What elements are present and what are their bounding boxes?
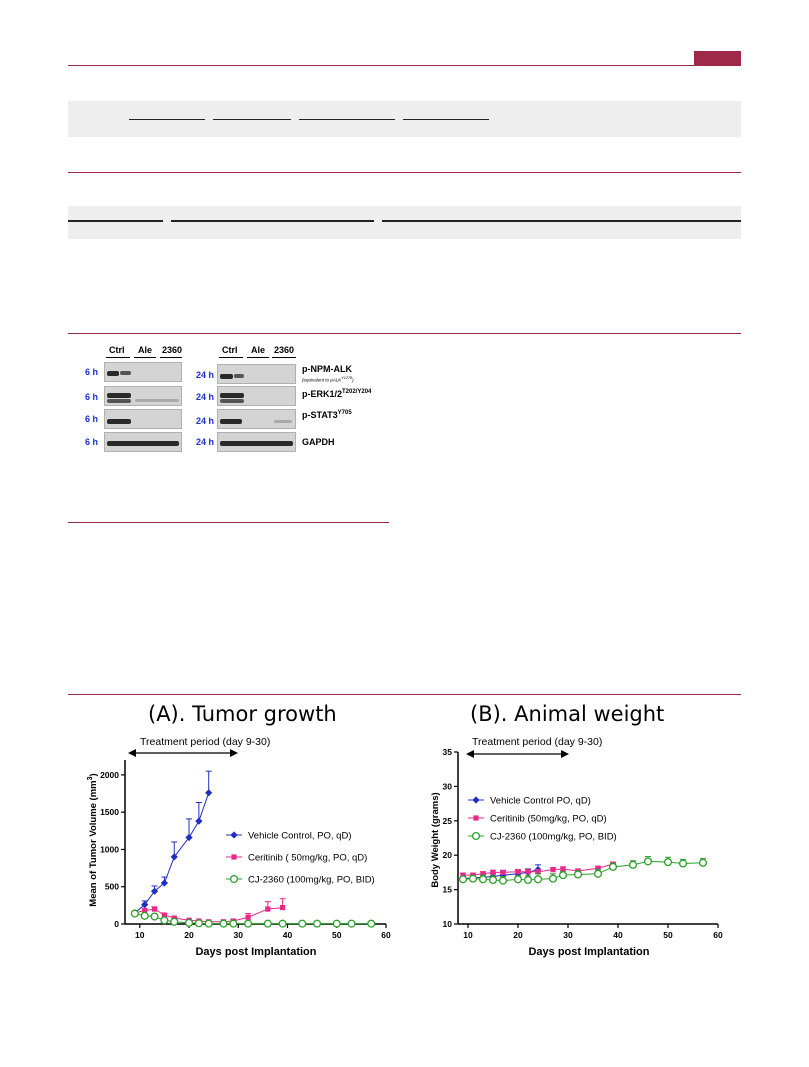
x-tick-label: 40: [613, 930, 623, 940]
section-rule: [68, 694, 741, 695]
table-1-group-line: [299, 119, 395, 120]
data-point: [246, 915, 251, 920]
data-point: [186, 919, 193, 926]
lane-underline: [160, 357, 182, 358]
blot-pnpmalk-6h: [104, 362, 182, 382]
y-tick-label: 15: [442, 884, 452, 895]
blot-perk-24h: [217, 386, 296, 406]
lane-label-2360: 2360: [162, 345, 183, 355]
annotation-text: Treatment period (day 9-30): [472, 736, 603, 748]
data-point: [205, 920, 212, 927]
legend-label: Vehicle Control PO, qD): [490, 795, 591, 807]
protein-label-gapdh: GAPDH: [302, 437, 335, 447]
table-2-rule: [382, 220, 741, 222]
x-tick-label: 50: [332, 930, 342, 940]
data-point: [265, 906, 270, 911]
data-point: [205, 789, 212, 796]
protein-label-pnpmalk: p-NPM-ALK: [302, 364, 352, 374]
data-point: [630, 861, 637, 868]
chart-b-ylabel: Body Weight (grams): [430, 792, 441, 888]
protein-label-perk: $p-ERK1/2^{T202/Y204}$: [302, 389, 372, 399]
data-point: [700, 859, 707, 866]
figure-caption-rule: [68, 522, 389, 523]
x-tick-label: 20: [184, 930, 194, 940]
chart-b-plot: [459, 857, 706, 884]
blot-gapdh-6h: [104, 432, 182, 452]
data-point: [195, 920, 202, 927]
y-tick-label: 20: [442, 850, 452, 861]
data-point: [264, 920, 271, 927]
table-1-group-line: [403, 119, 489, 120]
timepoint-label: 6 h: [85, 414, 99, 424]
timepoint-label: 24 h: [196, 437, 215, 447]
blot-pstat3-6h: [104, 409, 182, 429]
timepoint-label: 6 h: [85, 437, 99, 447]
data-point: [460, 876, 467, 883]
legend-marker: [472, 796, 479, 803]
timepoint-label: 24 h: [196, 370, 215, 380]
lane-underline: [134, 357, 156, 358]
x-tick-label: 30: [563, 930, 573, 940]
header-rule: [68, 65, 741, 66]
chart-a-ylabel: Mean of Tumor Volume $(mm^3)$: [87, 773, 99, 907]
legend-marker: [473, 833, 480, 840]
legend-marker: [473, 815, 478, 820]
table-2-band: [68, 206, 741, 239]
data-point: [645, 858, 652, 865]
protein-note: (equivalent to pALK$^{Y1278}$): [302, 376, 354, 383]
y-tick-label: 1000: [100, 844, 119, 855]
data-point: [470, 875, 477, 882]
chart-a-annotation: [128, 736, 270, 757]
page-number-box: [694, 51, 741, 66]
blot-pstat3-24h: [217, 409, 296, 429]
data-point: [515, 876, 522, 883]
data-point: [333, 920, 340, 927]
x-tick-label: 50: [663, 930, 673, 940]
lane-underline: [247, 357, 269, 358]
x-tick-label: 60: [381, 930, 391, 940]
data-point: [490, 877, 497, 884]
data-point: [220, 920, 227, 927]
legend-marker: [231, 876, 238, 883]
data-point: [575, 871, 582, 878]
data-point: [368, 920, 375, 927]
data-point: [610, 863, 617, 870]
data-point: [500, 870, 505, 875]
lane-label-ale: Ale: [251, 345, 266, 355]
data-point: [151, 913, 158, 920]
chart-a-plot: [131, 771, 374, 927]
lane-label-2360: 2360: [274, 345, 295, 355]
legend-label: Vehicle Control, PO, qD): [248, 830, 352, 842]
legend-marker: [230, 831, 237, 838]
legend-marker: [231, 854, 236, 859]
data-point: [560, 872, 567, 879]
chart-a-xlabel: Days post Implantation: [195, 946, 317, 958]
data-point: [490, 870, 495, 875]
legend-label: CJ-2360 (100mg/kg, PO, BID): [490, 831, 617, 843]
lane-label-ale: Ale: [138, 345, 153, 355]
data-point: [131, 910, 138, 917]
chart-b-axes: [443, 747, 723, 940]
lane-underline: [106, 357, 130, 358]
annotation-text: Treatment period (day 9-30): [140, 736, 271, 748]
timepoint-label: 6 h: [85, 367, 99, 377]
chart-b-annotation: [466, 736, 602, 758]
chart-b-legend: [468, 796, 617, 843]
data-point: [500, 877, 507, 884]
x-tick-label: 10: [135, 930, 145, 940]
chart-b-title: (B). Animal weight: [470, 702, 665, 726]
chart-b-animal-weight: [420, 730, 740, 970]
data-point: [245, 920, 252, 927]
chart-a-legend: [226, 831, 375, 886]
x-tick-label: 40: [282, 930, 293, 940]
table-2-rule: [68, 220, 163, 222]
y-tick-label: 10: [442, 919, 452, 929]
data-point: [550, 867, 555, 872]
data-point: [595, 870, 602, 877]
data-point: [680, 860, 687, 867]
data-point: [525, 869, 530, 874]
lane-label-ctrl: Ctrl: [222, 345, 238, 355]
legend-label: Ceritinib ( 50mg/kg, PO, qD): [248, 852, 368, 864]
blot-gapdh-24h: [217, 432, 296, 452]
data-point: [230, 920, 237, 927]
y-tick-label: 0: [114, 919, 119, 929]
data-point: [279, 920, 286, 927]
blot-perk-6h: [104, 386, 182, 406]
table-1-group-line: [213, 119, 291, 120]
chart-b-xlabel: Days post Implantation: [528, 946, 650, 958]
x-tick-label: 20: [513, 930, 523, 940]
data-point: [152, 906, 157, 911]
data-point: [550, 875, 557, 882]
timepoint-label: 6 h: [85, 392, 99, 402]
chart-a-tumor-growth: [80, 730, 410, 970]
table-1-group-line: [129, 119, 205, 120]
data-point: [525, 877, 532, 884]
protein-label-pstat3: $p-STAT3^{Y705}$: [302, 410, 352, 420]
data-point: [348, 920, 355, 927]
lane-underline: [272, 357, 296, 358]
x-tick-label: 10: [463, 930, 473, 940]
series-line: [135, 793, 209, 913]
y-tick-label: 25: [442, 815, 452, 826]
y-tick-label: 500: [104, 881, 119, 892]
data-point: [314, 920, 321, 927]
section-rule: [68, 172, 741, 173]
data-point: [515, 869, 520, 874]
data-point: [171, 918, 178, 925]
legend-label: CJ-2360 (100mg/kg, PO, BID): [248, 874, 375, 886]
data-point: [161, 917, 168, 924]
chart-a-title: (A). Tumor growth: [148, 702, 337, 726]
timepoint-label: 24 h: [196, 416, 215, 426]
data-point: [535, 876, 542, 883]
data-point: [141, 912, 148, 919]
data-point: [480, 876, 487, 883]
data-point: [299, 920, 306, 927]
data-point: [280, 905, 285, 910]
x-tick-label: 60: [713, 930, 723, 940]
x-tick-label: 30: [233, 930, 243, 940]
lane-label-ctrl: Ctrl: [109, 345, 125, 355]
blot-pnpmalk-24h: [217, 364, 296, 384]
timepoint-label: 24 h: [196, 392, 215, 402]
y-tick-label: 35: [442, 747, 452, 757]
y-tick-label: 2000: [100, 769, 119, 780]
data-point: [665, 859, 672, 866]
data-point: [560, 866, 565, 871]
table-2-rule: [171, 220, 374, 222]
y-tick-label: 30: [442, 781, 452, 792]
section-rule: [68, 333, 741, 334]
y-tick-label: 1500: [100, 807, 119, 818]
data-point: [195, 818, 202, 825]
legend-label: Ceritinib (50mg/kg, PO, qD): [490, 813, 607, 825]
lane-underline: [219, 357, 243, 358]
